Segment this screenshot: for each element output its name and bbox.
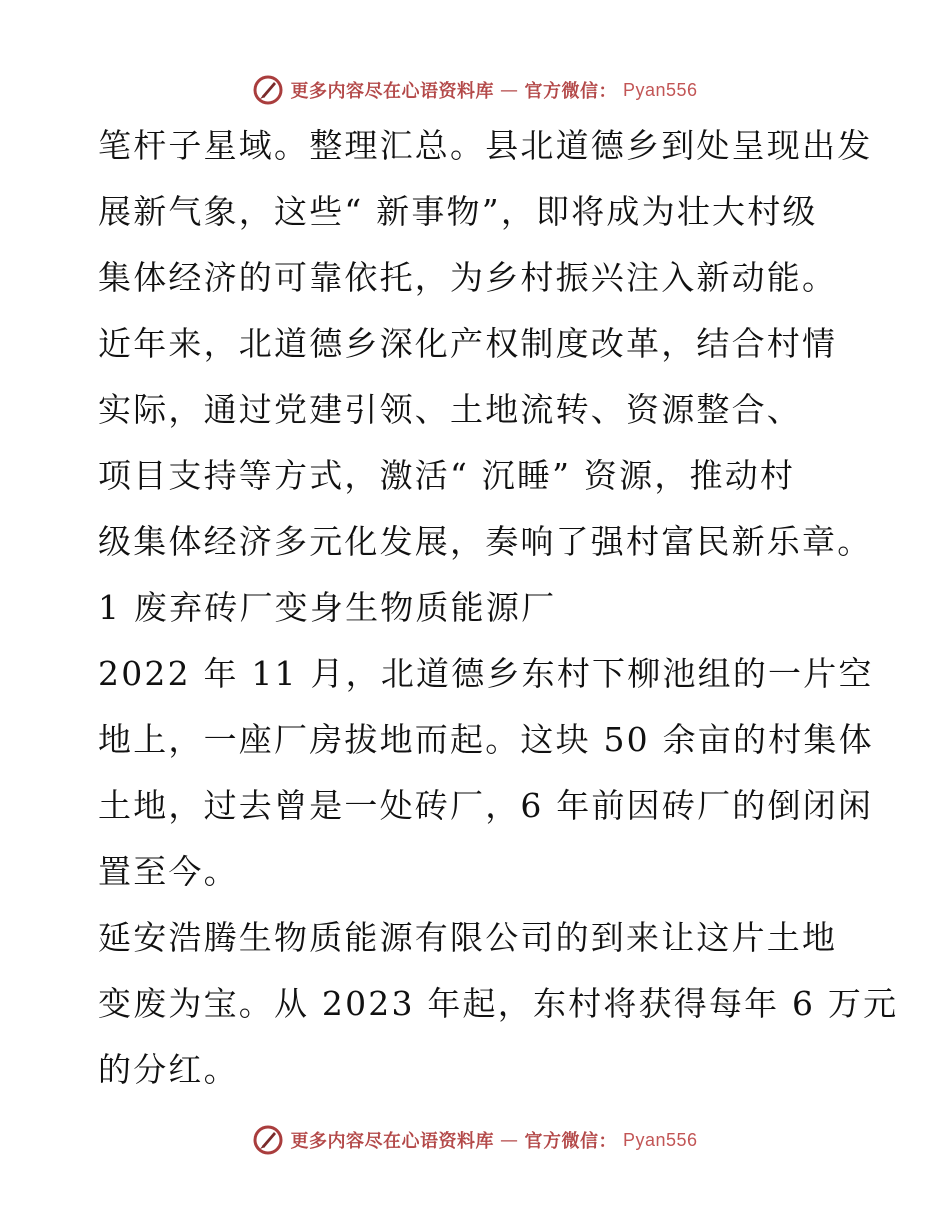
paragraph-line: 的分红。 [98,1050,239,1089]
watermark-wechat-id: Pyan556 [622,79,698,100]
document-body [98,120,898,1096]
watermark-dash: — [499,1129,519,1151]
watermark-dash: — [499,79,519,101]
footer-watermark [0,1120,950,1160]
paragraph-line: 变废为宝。从 2023 年起，东村将获得每年 6 万元 [98,984,899,1023]
paragraph-line: 近年来，北道德乡深化产权制度改革，结合村情 [98,324,838,363]
paragraph-line: 土地，过去曾是一处砖厂，6 年前因砖厂的倒闭闲 [98,786,874,825]
paragraph-line: 级集体经济多元化发展，奏响了强村富民新乐章。 [98,522,873,561]
header-watermark [0,70,950,110]
paragraph-line: 项目支持等方式，激活“ 沉睡” 资源，推动村 [98,456,796,495]
paragraph-line: 2022 年 11 月，北道德乡东村下柳池组的一片空 [98,654,874,693]
paragraph-line: 笔杆子星域。整理汇总。县北道德乡到处呈现出发 [98,126,873,165]
section-heading: 1 废弃砖厂变身生物质能源厂 [98,588,557,627]
paragraph-line: 地上，一座厂房拔地而起。这块 50 余亩的村集体 [98,720,874,759]
paragraph-line: 展新气象，这些“ 新事物”，即将成为壮大村级 [98,192,818,231]
logo-icon [252,1124,284,1156]
paragraph-line: 置至今。 [98,852,239,891]
watermark-wechat-id: Pyan556 [622,1129,698,1150]
watermark-main-text: 更多内容尽在心语资料库 [290,1131,494,1152]
paragraph-line: 延安浩腾生物质能源有限公司的到来让这片土地 [98,918,838,957]
paragraph-line: 集体经济的可靠依托，为乡村振兴注入新动能。 [98,258,838,297]
paragraph-line: 实际，通过党建引领、土地流转、资源整合、 [98,390,802,429]
watermark-official-text: 官方微信： [524,81,617,102]
watermark-main-text: 更多内容尽在心语资料库 [290,81,494,102]
watermark-official-text: 官方微信： [524,1131,617,1152]
logo-icon [252,74,284,106]
